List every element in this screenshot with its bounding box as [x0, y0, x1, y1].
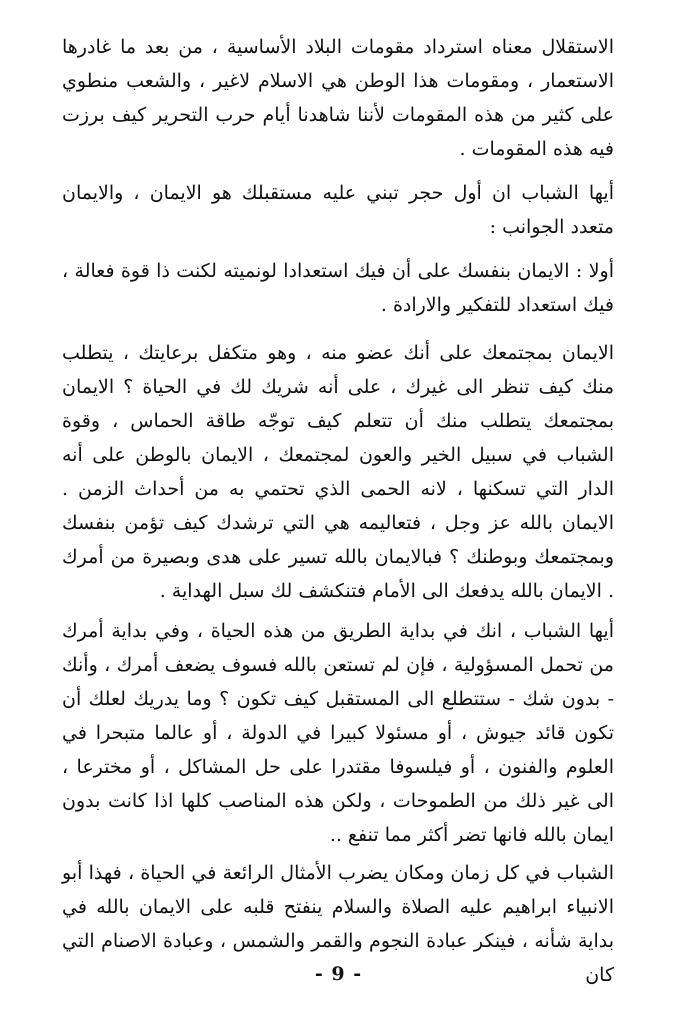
paragraph-faith-intro: أيها الشباب ان أول حجر تبني عليه مستقبلك هو الايمان ، والايمان متعدد الجوانب :: [62, 182, 614, 238]
book-page-text: [62, 30, 614, 986]
page-number: - 9 -: [314, 963, 363, 985]
paragraph-youth-ambition: أيها الشباب ، انك في بداية الطريق من هذه الحياة ، وفي بداية أمرك من تحمل المسؤولية ، فإن لم تستعن بالله فسوف يضعف أمرك ، وأنك - بدون شك - ستتطلع الى المستقبل كيف تكون ؟ وما يدريك لعلك أن تكون قائد جيوش ، أو مسئولا كبيرا في الدولة ، أو عالما متبحرا في العلوم والفنون ، أو فيلسوفا مقتدرا على حل المشاكل ، أو مخترعا ، الى غير ذلك من الطموحات ، ولكن هذه المناصب كلها اذا كانت بدون ايمان بالله فانها تضر أكثر مما تنفع ..: [62, 620, 614, 846]
paragraph-faith-society: الايمان بمجتمعك على أنك عضو منه ، وهو متكفل برعايتك ، يتطلب منك كيف تنظر الى غيرك ، على أنه شريك لك في الحياة ؟ الايمان بمجتمعك يتطلب منك أن تتعلم كيف توجّه طاقة الحماس ، وقوة الشباب في سبيل الخير والعون لمجتمعك ، الايمان بالوطن على أنه الدار التي تسكنها ، لانه الحمى الذي تحتمي به من أحداث الزمن . الايمان بالله عز وجل ، فتعاليمه هي التي ترشدك كيف تؤمن بنفسك وبمجتمعك وبوطنك ؟ فبالايمان بالله تسير على هدى وبصيرة من أمرك . الايمان بالله يدفعك الى الأمام فتنكشف لك سبل الهداية .: [62, 342, 614, 602]
paragraph-youth-examples: الشباب في كل زمان ومكان يضرب الأمثال الرائعة في الحياة ، فهذا أبو الانبياء ابراهيم عليه الصلاة والسلام ينفتح قلبه على الايمان بالله في بداية شأنه ، فينكر عبادة النجوم والقمر والشمس ، وعبادة الاصنام التي كان: [62, 862, 614, 986]
paragraph-faith-self: أولا : الايمان بنفسك على أن فيك استعدادا لونميته لكنت ذا قوة فعالة ، فيك استعداد للتفكير والارادة .: [62, 260, 614, 316]
paragraph-independence: الاستقلال معناه استرداد مقومات البلاد الأساسية ، من بعد ما غادرها الاستعمار ، ومقومات هذا الوطن هي الاسلام لاغير ، والشعب منطوي على كثير من هذه المقومات لأننا شاهدنا أيام حرب التحرير كيف برزت فيه هذه المقومات .: [62, 36, 614, 160]
